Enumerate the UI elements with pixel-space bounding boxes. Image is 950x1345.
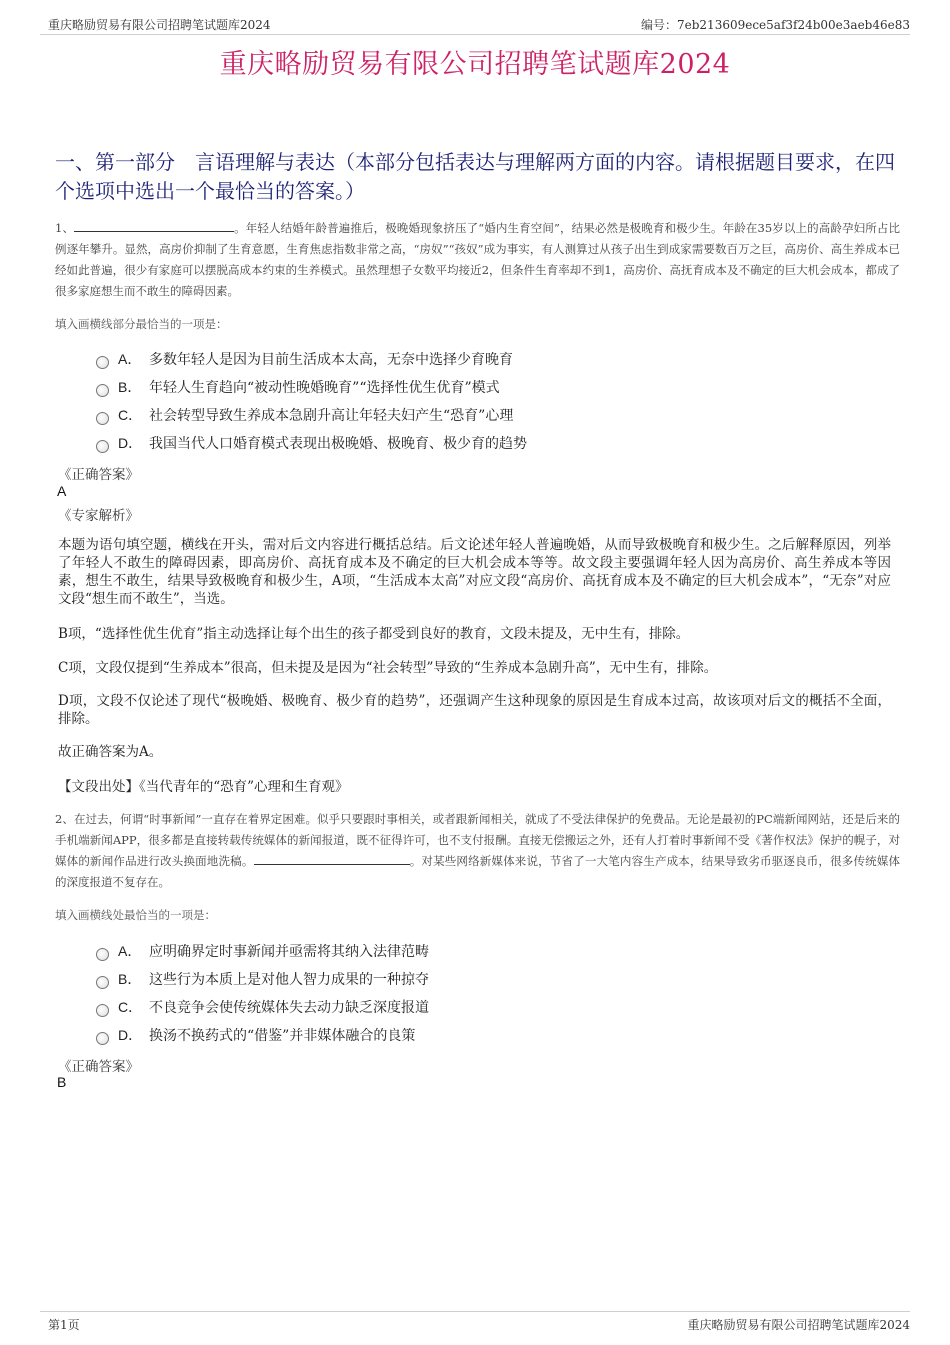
question-2-option-c[interactable]	[96, 996, 429, 1018]
question-2-answer-label: 《正确答案》	[58, 1059, 139, 1075]
footer-doc-name: 重庆略励贸易有限公司招聘笔试题库2024	[687, 1318, 910, 1332]
analysis-paragraph: B项，“选择性优生优育”指主动选择让每个出生的孩子都受到良好的教育，文段未提及，无中生有，排除。	[58, 626, 690, 642]
option-text: 多数年轻人是因为目前生活成本太高，无奈中选择少育晚育	[149, 352, 513, 368]
question-2-text	[55, 809, 900, 893]
option-letter: C．	[118, 999, 143, 1015]
radio-icon[interactable]	[96, 412, 109, 425]
radio-icon[interactable]	[96, 384, 109, 397]
option-letter: C．	[118, 407, 143, 423]
option-letter: B．	[118, 379, 142, 395]
radio-icon[interactable]	[96, 440, 109, 453]
question-1-blank	[74, 218, 234, 232]
option-text: 我国当代人口婚育模式表现出极晚婚、极晚育、极少育的趋势	[149, 436, 527, 452]
section-heading: 一、第一部分 言语理解与表达（本部分包括表达与理解两方面的内容。请根据题目要求，在四个选项中选出一个最恰当的答案。）	[55, 150, 895, 203]
option-text: 这些行为本质上是对他人智力成果的一种掠夺	[149, 972, 429, 988]
radio-icon[interactable]	[96, 356, 109, 369]
option-letter: A．	[118, 943, 142, 959]
header-doc-id: 编号：7eb213609ece5af3f24b00e3aeb46e83	[641, 18, 910, 32]
question-2-prompt: 填入画横线处最恰当的一项是：	[55, 908, 216, 922]
question-2-answer: B	[57, 1074, 67, 1090]
option-text: 不良竞争会使传统媒体失去动力缺乏深度报道	[149, 1000, 429, 1016]
question-2-number: 2、	[55, 812, 74, 826]
analysis-source: 【文段出处】《当代青年的“恐育”心理和生育观》	[58, 779, 349, 795]
question-1-text	[55, 218, 900, 302]
option-text: 应明确界定时事新闻并亟需将其纳入法律范畴	[149, 944, 429, 960]
header-doc-name: 重庆略励贸易有限公司招聘笔试题库2024	[48, 18, 271, 32]
analysis-conclusion: 故正确答案为A。	[58, 744, 163, 760]
option-letter: B．	[118, 971, 142, 987]
question-2-blank	[254, 851, 410, 865]
radio-icon[interactable]	[96, 1032, 109, 1045]
radio-icon[interactable]	[96, 976, 109, 989]
question-1-option-b[interactable]	[96, 376, 500, 398]
option-letter: A．	[118, 351, 142, 367]
page-footer	[40, 1311, 910, 1334]
question-2-option-a[interactable]	[96, 940, 429, 962]
radio-icon[interactable]	[96, 1004, 109, 1017]
question-2-body-before: 在过去，何谓“时事新闻”一直存在着界定困难。似乎只要跟时事相关，或者跟新闻相关，就成了不受法律保护的免费品。无论是最初的PC端新闻网站，还是后来的手机端新闻APP，很多都是直接转载传统媒体的新闻报道，既不征得许可，也不支付报酬。直接无偿搬运之外，还有人打着时事新闻不受《著作权法》保护的幌子，对媒体的新闻作品进行改头换面地洗稿。	[55, 812, 900, 868]
page-header	[40, 12, 910, 35]
analysis-paragraph: 本题为语句填空题，横线在开头，需对后文内容进行概括总结。后文论述年轻人普遍晚婚，从而导致极晚育和极少生。之后解释原因，列举了年轻人不敢生的障碍因素，即高房价、高抚育成本及不确定的巨大机会成本等等。故文段主要强调年轻人因为高房价、高生养成本等因素，想生不敢生，结果导致极晚育和极少生，A项，“生活成本太高”对应文段“高房价、高抚育成本及不确定的巨大机会成本”，“无奈”对应文段“想生而不敢生”，当选。	[58, 537, 891, 607]
question-2-option-d[interactable]	[96, 1024, 415, 1046]
question-2-body-after: 。对某些网络新媒体来说，节省了一大笔内容生产成本，结果导致劣币驱逐良币，很多传统媒体的深度报道不复存在。	[55, 854, 901, 889]
option-text: 换汤不换药式的“借鉴”并非媒体融合的良策	[149, 1028, 416, 1044]
analysis-paragraph: D项，文段不仅论述了现代“极晚婚、极晚育、极少育的趋势”，还强调产生这种现象的原因是生育成本过高，故该项对后文的概括不全面，排除。	[58, 693, 891, 727]
option-letter: D．	[118, 435, 143, 451]
question-1-option-d[interactable]	[96, 432, 527, 454]
document-title: 重庆略励贸易有限公司招聘笔试题库2024	[219, 49, 731, 80]
option-text: 社会转型导致生养成本急剧升高让年轻夫妇产生“恐育”心理	[149, 408, 514, 424]
question-1-prompt: 填入画横线部分最恰当的一项是：	[55, 317, 228, 331]
question-2-option-b[interactable]	[96, 968, 429, 990]
analysis-paragraph: C项，文段仅提到“生养成本”很高，但未提及是因为“社会转型”导致的“生养成本急剧升高”，无中生有，排除。	[58, 660, 718, 676]
radio-icon[interactable]	[96, 948, 109, 961]
question-1-analysis-label: 《专家解析》	[58, 508, 139, 524]
footer-page-number: 第1页	[48, 1318, 80, 1332]
option-text: 年轻人生育趋向“被动性晚婚晚育”“选择性优生优育”模式	[149, 380, 500, 396]
question-1-number: 1、	[55, 221, 75, 235]
question-1-answer-label: 《正确答案》	[58, 467, 139, 483]
option-letter: D．	[118, 1027, 143, 1043]
question-1-option-a[interactable]	[96, 348, 513, 370]
question-1-option-c[interactable]	[96, 404, 513, 426]
question-1-body: 。年轻人结婚年龄普遍推后，极晚婚现象挤压了“婚内生育空间”，结果必然是极晚育和极少生。年龄在35岁以上的高龄孕妇所占比例逐年攀升。显然，高房价抑制了生育意愿，生育焦虑指数非常之高，“房奴”“孩奴”成为事实，有人测算过从孩子出生到成家需要数百万之巨，高房价、高生养成本已经如此普遍，很少有家庭可以摆脱高成本约束的生养模式。虽然理想子女数平均接近2，但条件生育率却不到1，高房价、高抚育成本及不确定的巨大机会成本，都成了很多家庭想生而不敢生的障碍因素。	[55, 221, 900, 298]
question-1-answer: A	[57, 483, 67, 499]
